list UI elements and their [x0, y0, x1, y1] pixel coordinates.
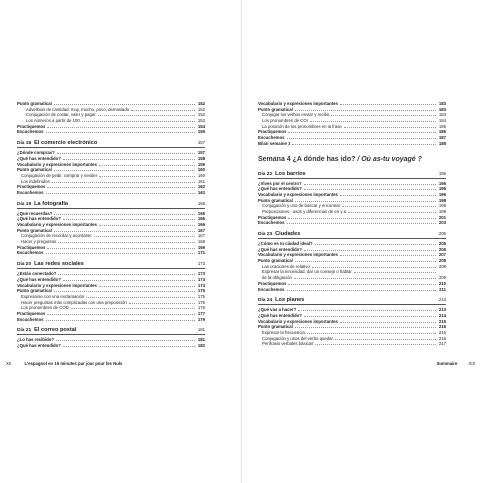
dot-leader	[331, 113, 436, 116]
dot-leader	[129, 301, 195, 304]
toc-entry-title: Punto gramatical	[258, 258, 293, 264]
toc-entry-page: 210	[438, 280, 446, 286]
chapter-number: Día 22	[258, 171, 273, 177]
toc-entry-title: Conjugación y usos del verbo quedar	[262, 335, 333, 341]
dot-leader	[295, 199, 436, 202]
toc-entry-page: 184	[438, 118, 446, 124]
dot-leader	[46, 251, 195, 254]
toc-entry-title: Hacer preguntas más complicadas con una preposición	[21, 299, 127, 305]
toc-entry-page: 174	[197, 282, 205, 288]
chapter-number: Día 23	[258, 232, 273, 237]
toc-entry-page: 199	[438, 208, 446, 214]
toc-entry-title: ¿Qué has entendido?	[17, 343, 61, 348]
toc-entry-title: Conjugación de costar, valer y pagar	[26, 112, 96, 118]
toc-entry[interactable]	[17, 129, 205, 135]
dot-leader	[47, 125, 195, 128]
toc-entry-page: 159	[197, 161, 205, 167]
toc-entry-page: 201	[438, 214, 446, 220]
dot-leader	[94, 234, 195, 237]
dot-leader	[47, 185, 195, 188]
toc-entry-page: 198	[438, 197, 446, 203]
toc-entry-page: 211	[439, 286, 446, 292]
dot-leader	[54, 168, 195, 171]
toc-entry-page: 167	[197, 233, 205, 239]
toc-entry-title: ¿Cómo es tu ciudad ideal?	[258, 241, 313, 246]
toc-entry-title: Los indefinidos	[21, 178, 50, 184]
toc-entry-title: Conjugación de recordar y acordarse	[21, 233, 92, 239]
chapter-page: 165	[197, 200, 205, 206]
toc-entry-title: Practiquemos	[17, 184, 46, 190]
toc-entry-page: 206	[438, 246, 446, 252]
toc-entry[interactable]	[17, 343, 205, 349]
toc-entry-title: Conjugar los verbos enviar y recibir	[262, 112, 330, 118]
toc-entry-title: Escuchemos	[17, 189, 44, 195]
week-subtitle: / Où as-tu voyagé ?	[357, 155, 422, 163]
dot-leader	[288, 130, 436, 133]
toc-entry-page: 166	[197, 216, 205, 222]
dot-leader	[288, 282, 436, 285]
toc-entry-title: Escuchemos	[258, 220, 285, 226]
dot-leader	[63, 344, 195, 347]
toc-entry[interactable]	[17, 190, 205, 196]
dot-leader	[54, 102, 195, 105]
toc-entry-title: Escuchemos	[258, 135, 285, 141]
dot-leader	[71, 306, 195, 309]
toc-entry-title: Los pronombres de COI	[262, 118, 308, 124]
dot-leader	[335, 337, 436, 340]
toc-entry-title: Practiquemos	[17, 244, 46, 250]
toc-entry-title: Conjugación y uso de buscar y encontrar	[262, 203, 341, 209]
dot-leader	[58, 240, 195, 243]
toc-entry-title: Hacer y preguntas	[21, 239, 57, 245]
toc-entry-page: 216	[438, 329, 446, 335]
toc-entry-title: Expresar la frecuencia	[262, 329, 305, 335]
dot-leader	[86, 295, 195, 298]
chapter-number: Día 21	[17, 328, 32, 334]
toc-entry-page: 154	[197, 123, 205, 129]
chapter-title: Las redes sociales	[34, 261, 84, 268]
toc-entry-title: ¿Lo has recibido?	[17, 337, 55, 343]
chapter-page: 205	[438, 231, 446, 236]
chapter-number: Día 20	[17, 262, 32, 268]
toc-entry-title: Vocabulario y expresiones importantes	[17, 282, 97, 288]
toc-entry-title: ¿Qué has entendido?	[258, 246, 302, 252]
toc-entry-page: 167	[197, 227, 205, 233]
right-running-title: Summaire	[436, 361, 458, 366]
toc-entry-page: 196	[438, 191, 446, 197]
toc-entry-title: ¿Qué has entendido?	[17, 155, 61, 161]
toc-entry-page: 208	[438, 258, 446, 264]
toc-entry-page: 158	[197, 155, 205, 161]
dot-leader	[340, 253, 436, 256]
toc-entry-title: ¿Qué recuerdas?	[17, 210, 53, 216]
toc-entry-title: Practiquemos	[17, 123, 46, 129]
dot-leader	[287, 221, 436, 224]
toc-entry-title: Perífrasis verbales básicas	[262, 341, 314, 347]
toc-entry-page: 183	[438, 101, 446, 106]
toc-entry-page: 157	[197, 150, 205, 156]
toc-entry-page: 207	[438, 252, 446, 258]
toc-entry[interactable]	[17, 317, 205, 323]
left-running-title: L'espagnol en 15 minutes par jour pour les Nuls	[24, 361, 123, 366]
dot-leader	[304, 182, 436, 185]
dot-leader	[304, 187, 436, 190]
dot-leader	[288, 216, 436, 219]
toc-entry[interactable]	[258, 287, 446, 293]
toc-entry-title: Adverbios de cantidad: muy, mucho, poco, demasiado	[26, 106, 130, 112]
toc-entry-title: Escuchemos	[17, 316, 44, 322]
toc-entry-title: Punto gramatical	[17, 101, 52, 106]
dot-leader	[46, 318, 195, 321]
dot-leader	[63, 278, 195, 281]
toc-entry-page: 155	[197, 129, 205, 135]
toc-entry-title: Expresar la necesidad, dar un consejo o hablar	[262, 269, 352, 275]
right-page	[242, 0, 483, 483]
dot-leader	[99, 284, 195, 287]
toc-entry-page: 175	[197, 299, 205, 305]
dot-leader	[295, 325, 436, 328]
dot-leader	[344, 125, 436, 128]
toc-entry[interactable]	[258, 141, 446, 147]
dot-leader	[312, 265, 436, 268]
dot-leader	[310, 119, 436, 122]
toc-entry-page: 181	[197, 337, 205, 343]
dot-leader	[307, 331, 436, 334]
toc-entry-title: Los números a partir de 100	[26, 118, 80, 124]
chapter-heading[interactable]	[258, 170, 446, 179]
toc-entry-page: 214	[438, 312, 446, 318]
chapter-number: Día 18	[17, 141, 32, 147]
chapter-heading[interactable]	[17, 260, 205, 269]
chapter-heading[interactable]	[17, 200, 205, 209]
toc-entry-title: Preposiciones - usos y diferencias de en y a	[262, 208, 347, 214]
dot-leader	[354, 270, 436, 273]
toc-entry[interactable]	[17, 250, 205, 256]
toc-entry-title: Punto gramatical	[258, 197, 293, 203]
toc-entry-title: Escuchemos	[258, 286, 285, 292]
toc-entry-page: 188	[438, 140, 446, 146]
dot-leader	[287, 136, 436, 139]
toc-entry-title: ¿Qué has entendido?	[258, 312, 302, 318]
toc-entry-title: Conjugación de pedir, comprar y vender	[21, 172, 98, 178]
toc-entry-title: ¿Dónde compras?	[17, 150, 55, 156]
dot-leader	[315, 242, 436, 245]
dot-leader	[315, 342, 436, 345]
toc-entry-title: Punto gramatical	[17, 227, 52, 233]
toc-entry-title: ¿Qué vas a hacer?	[258, 307, 297, 313]
chapter-page: 173	[197, 261, 205, 267]
toc-entry-page: 203	[438, 220, 446, 226]
dot-leader	[340, 320, 436, 323]
dot-leader	[294, 276, 436, 279]
toc-entry-title: Vocabulario y expresiones importantes	[258, 101, 338, 106]
dot-leader	[340, 102, 436, 105]
chapter-heading[interactable]	[17, 139, 205, 148]
toc-entry-title: Vocabulario y expresiones importantes	[17, 222, 97, 227]
toc-entry-page: 152	[197, 101, 205, 106]
dot-leader	[304, 248, 436, 251]
toc-entry-page: 163	[197, 189, 205, 195]
toc-entry-title: Practiquemos	[258, 214, 287, 220]
dot-leader	[98, 113, 195, 116]
toc-entry-title: Vocabulario y expresiones importantes	[258, 191, 338, 197]
toc-entry-page: 185	[438, 129, 446, 135]
chapter-heading[interactable]	[17, 326, 205, 335]
toc-entry-page: 196	[438, 186, 446, 192]
toc-entry-page: 169	[197, 244, 205, 250]
dot-leader	[99, 174, 195, 177]
table-of-contents-left	[17, 101, 205, 349]
toc-entry-page: 162	[197, 184, 205, 190]
dot-leader	[54, 229, 195, 232]
toc-entry[interactable]	[258, 341, 446, 347]
toc-entry-page: 185	[438, 123, 446, 129]
toc-entry-page: 166	[197, 222, 205, 227]
toc-entry-title: de la obligación	[262, 275, 292, 281]
chapter-heading[interactable]	[258, 230, 446, 239]
toc-entry-page: 160	[197, 172, 205, 178]
toc-entry-title: ¿Qué has entendido?	[17, 216, 61, 222]
toc-entry-page: 208	[438, 263, 446, 269]
toc-entry-title: Practiquemos	[17, 310, 46, 316]
dot-leader	[46, 191, 195, 194]
dot-leader	[131, 108, 195, 111]
chapter-title: La fotografía	[34, 200, 69, 207]
toc-entry-page: 182	[197, 343, 205, 348]
dot-leader	[56, 338, 195, 341]
toc-entry-page: 152	[197, 112, 205, 118]
toc-entry-page: 205	[438, 241, 446, 246]
toc-entry-page: 183	[438, 112, 446, 118]
left-page-number: XII	[6, 361, 12, 366]
dot-leader	[298, 308, 436, 311]
left-footer	[6, 361, 122, 366]
toc-entry-page: 165	[197, 210, 205, 216]
toc-entry-page: 161	[197, 178, 205, 184]
toc-entry-title: Punto gramatical	[17, 167, 52, 173]
toc-entry-title: Vocabulario y expresiones importantes	[17, 161, 97, 167]
toc-entry-title: ¿Qué has entendido?	[17, 276, 61, 282]
dot-leader	[340, 193, 436, 196]
toc-entry-title: Escuchemos	[17, 129, 44, 135]
toc-entry-title: ¿Vives por el centro?	[258, 180, 302, 186]
toc-entry-page: 216	[438, 324, 446, 330]
toc-entry-title: Punto gramatical	[17, 288, 52, 294]
toc-entry-page: 216	[438, 335, 446, 341]
dot-leader	[54, 212, 195, 215]
toc-entry[interactable]	[258, 220, 446, 226]
dot-leader	[57, 151, 195, 154]
dot-leader	[295, 108, 436, 111]
toc-entry-title: Vocabulario y expresiones importantes	[258, 318, 338, 324]
toc-entry-title: Punto gramatical	[258, 106, 293, 112]
chapter-heading[interactable]	[258, 296, 446, 305]
dot-leader	[58, 272, 195, 275]
toc-entry-title: Escuchemos	[17, 250, 44, 256]
toc-entry-page: 175	[197, 293, 205, 299]
toc-entry-page: 179	[197, 316, 205, 322]
chapter-title: Ciudades	[275, 231, 301, 237]
toc-entry-page: 198	[438, 203, 446, 209]
dot-leader	[54, 289, 195, 292]
toc-entry-title: Vocabulario y expresiones importantes	[258, 252, 338, 258]
chapter-title: Los planes	[275, 297, 305, 304]
toc-entry-title: ¿Qué has entendido?	[258, 186, 302, 192]
toc-entry-page: 215	[438, 318, 446, 324]
dot-leader	[295, 259, 436, 262]
toc-entry-page: 175	[197, 288, 205, 294]
week-title: Semana 4 ¿A dónde has ido?	[258, 155, 356, 163]
left-page	[0, 0, 241, 483]
right-footer	[437, 361, 475, 366]
dot-leader	[63, 217, 195, 220]
toc-entry-title: ¿Estás conectado?	[17, 271, 57, 277]
chapter-page: 213	[438, 297, 446, 303]
chapter-page: 195	[438, 170, 446, 176]
toc-entry-title: Bilan semaine 3	[258, 140, 291, 146]
dot-leader	[82, 119, 195, 122]
toc-entry-page: 217	[438, 341, 446, 347]
toc-entry-page: 174	[197, 276, 205, 282]
toc-entry-title: La posición de los pronombres en la frase	[262, 123, 342, 129]
toc-entry-page: 173	[197, 271, 205, 277]
toc-entry-title: Practiquemos	[258, 280, 287, 286]
chapter-title: El correo postal	[34, 327, 77, 334]
week-heading[interactable]	[258, 155, 446, 164]
toc-entry-page: 152	[197, 106, 205, 112]
chapter-page: 157	[197, 140, 205, 146]
dot-leader	[47, 246, 195, 249]
chapter-page: 181	[197, 327, 205, 333]
dot-leader	[99, 223, 195, 226]
toc-entry-page: 209	[438, 275, 446, 281]
dot-leader	[304, 314, 436, 317]
dot-leader	[99, 163, 195, 166]
toc-entry-page: 177	[197, 310, 205, 316]
toc-entry-page: 168	[197, 239, 205, 245]
dot-leader	[287, 288, 436, 291]
dot-leader	[342, 204, 436, 207]
toc-entry-title: Punto gramatical	[258, 324, 293, 330]
toc-entry-page: 195	[438, 180, 446, 186]
toc-entry-page: 160	[197, 167, 205, 173]
toc-entry-page: 176	[197, 305, 205, 311]
chapter-number: Día 19	[17, 201, 32, 207]
chapter-title: El comercio electrónico	[34, 140, 98, 147]
toc-entry-page: 171	[197, 250, 205, 256]
toc-entry-title: Practiquemos	[258, 129, 287, 135]
chapter-title: Los barrios	[275, 170, 306, 177]
dot-leader	[348, 210, 436, 213]
dot-leader	[292, 142, 436, 145]
toc-entry-page: 153	[197, 118, 205, 124]
toc-entry-title: Expresarse con una exclamación	[21, 293, 85, 299]
chapter-number: Día 24	[258, 298, 273, 304]
toc-entry-title: Los pronombres de COD	[21, 305, 69, 311]
dot-leader	[52, 180, 195, 183]
table-of-contents-right	[258, 101, 446, 347]
toc-entry-page: 187	[438, 135, 446, 141]
toc-entry-page: 183	[438, 106, 446, 112]
toc-entry-page: 213	[438, 307, 446, 313]
toc-entry-title: Las oraciones de relativo	[262, 263, 310, 269]
dot-leader	[47, 312, 195, 315]
dot-leader	[46, 130, 195, 133]
right-page-number: XIII	[468, 361, 475, 366]
dot-leader	[63, 157, 195, 160]
